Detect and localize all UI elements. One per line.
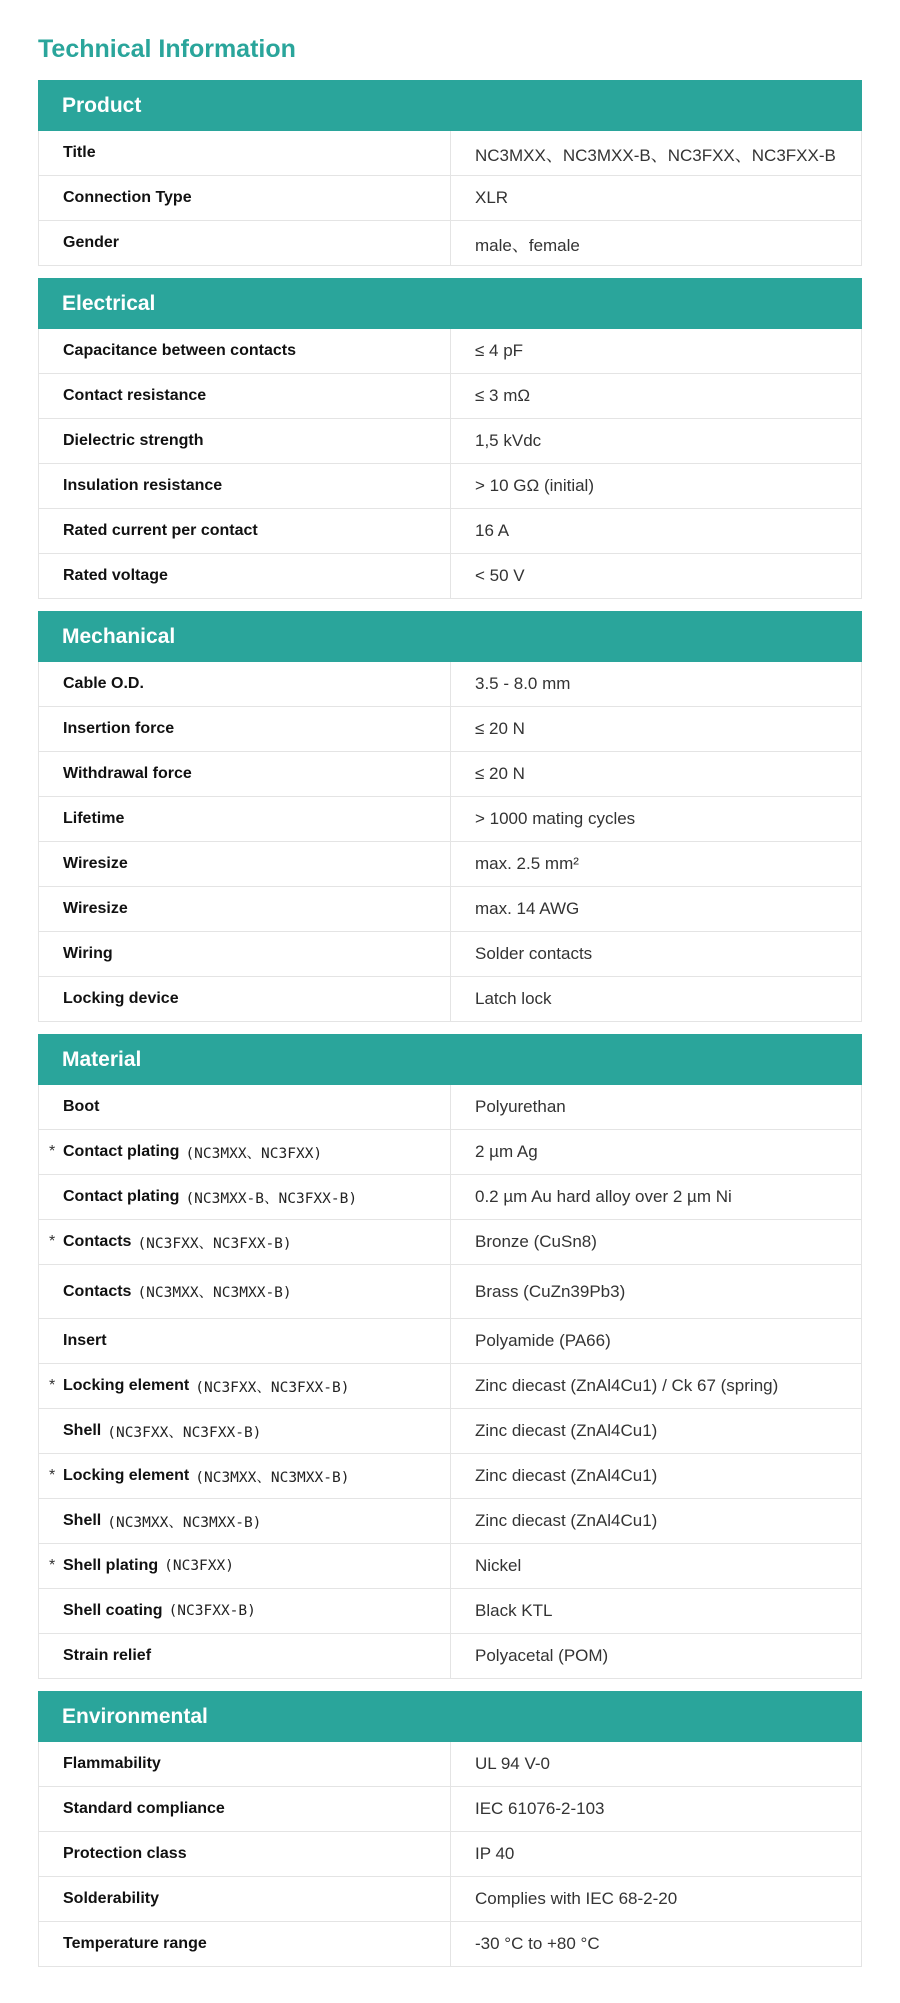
table-row xyxy=(38,1787,862,1832)
table-row xyxy=(38,842,862,887)
section-header: Mechanical xyxy=(38,611,862,662)
section-header: Material xyxy=(38,1034,862,1085)
table-row xyxy=(38,932,862,977)
table-row xyxy=(38,1364,862,1409)
table-row xyxy=(38,1634,862,1679)
variant-note: (NC3MXX、NC3MXX-B) xyxy=(137,1285,292,1301)
row-label: Rated current per contact xyxy=(39,509,451,553)
row-label: Contact resistance xyxy=(39,374,451,418)
table-row xyxy=(38,887,862,932)
variant-note: (NC3MXX、NC3MXX-B) xyxy=(195,1469,350,1486)
row-value: Zinc diecast (ZnAl4Cu1) / Ck 67 (spring) xyxy=(475,1376,779,1395)
variant-note: (NC3MXX-B、NC3FXX-B) xyxy=(185,1190,358,1207)
row-value: Latch lock xyxy=(475,989,552,1008)
row-value: Zinc diecast (ZnAl4Cu1) xyxy=(475,1466,658,1485)
row-label: Withdrawal force xyxy=(39,752,451,796)
row-label: Lifetime xyxy=(39,797,451,841)
row-value: Black KTL xyxy=(475,1601,553,1620)
table-row xyxy=(38,977,862,1022)
row-label: * Contact plating (NC3MXX、NC3FXX) xyxy=(39,1130,451,1174)
table-row xyxy=(38,554,862,599)
row-value: 1,5 kVdc xyxy=(475,431,542,450)
variant-note: (NC3MXX、NC3FXX) xyxy=(185,1145,323,1162)
row-value: XLR xyxy=(475,188,509,207)
row-label: Locking device xyxy=(39,977,451,1021)
table-row xyxy=(38,419,862,464)
row-label: Wiring xyxy=(39,932,451,976)
variant-note: (NC3FXX、NC3FXX-B) xyxy=(107,1424,262,1441)
row-value: max. 2.5 mm² xyxy=(475,854,579,873)
row-value: > 1000 mating cycles xyxy=(475,809,636,828)
section-product xyxy=(38,80,862,266)
table-row xyxy=(38,1922,862,1967)
row-label: Title xyxy=(39,131,451,175)
row-value: IEC 61076-2-103 xyxy=(475,1799,605,1818)
asterisk-marker: * xyxy=(49,1557,56,1574)
row-value: UL 94 V-0 xyxy=(475,1754,550,1773)
row-label: Insert xyxy=(39,1319,451,1363)
row-value: Solder contacts xyxy=(475,944,593,963)
variant-note: (NC3MXX、NC3MXX-B) xyxy=(107,1514,262,1531)
row-value: Polyurethan xyxy=(475,1097,566,1116)
variant-note: (NC3FXX) xyxy=(164,1558,234,1574)
table-row xyxy=(38,752,862,797)
row-label: * Shell plating (NC3FXX) xyxy=(39,1544,451,1588)
row-label: Rated voltage xyxy=(39,554,451,598)
page-title: Technical Information xyxy=(38,35,296,63)
table-row xyxy=(38,329,862,374)
row-value: ≤ 4 pF xyxy=(475,341,524,360)
row-value: Complies with IEC 68-2-20 xyxy=(475,1889,678,1908)
row-value: Zinc diecast (ZnAl4Cu1) xyxy=(475,1511,658,1530)
row-value: NC3MXX、NC3MXX-B、NC3FXX、NC3FXX-B xyxy=(475,145,836,165)
table-row xyxy=(38,1085,862,1130)
section-header: Environmental xyxy=(38,1691,862,1742)
table-row xyxy=(38,1130,862,1175)
row-value: 16 A xyxy=(475,521,510,540)
row-label: Capacitance between contacts xyxy=(39,329,451,373)
table-row xyxy=(38,374,862,419)
row-label: Standard compliance xyxy=(39,1787,451,1831)
row-value: > 10 GΩ (initial) xyxy=(475,476,594,495)
table-row xyxy=(38,662,862,707)
section-header: Electrical xyxy=(38,278,862,329)
table-row xyxy=(38,1319,862,1364)
table-row xyxy=(38,707,862,752)
asterisk-marker: * xyxy=(49,1377,56,1394)
table-row xyxy=(38,1499,862,1544)
row-value: 2 µm Ag xyxy=(475,1142,538,1161)
row-value: Polyacetal (POM) xyxy=(475,1646,609,1665)
row-value: ≤ 20 N xyxy=(475,764,525,783)
asterisk-marker: * xyxy=(49,1233,56,1250)
section-mechanical xyxy=(38,611,862,1022)
row-label: Dielectric strength xyxy=(39,419,451,463)
row-value: < 50 V xyxy=(475,566,525,585)
row-value: 3.5 - 8.0 mm xyxy=(475,674,571,693)
row-label: Connection Type xyxy=(39,176,451,220)
table-row xyxy=(38,797,862,842)
asterisk-marker: * xyxy=(49,1143,56,1160)
row-value: Nickel xyxy=(475,1556,522,1575)
row-label: Solderability xyxy=(39,1877,451,1921)
row-value: IP 40 xyxy=(475,1844,515,1863)
table-row xyxy=(38,1832,862,1877)
row-value: -30 °C to +80 °C xyxy=(475,1934,600,1953)
row-value: ≤ 20 N xyxy=(475,719,525,738)
row-label: Contacts (NC3MXX、NC3MXX-B) xyxy=(39,1265,451,1318)
row-value: Bronze (CuSn8) xyxy=(475,1232,597,1251)
row-value: male、female xyxy=(475,235,580,255)
row-value: 0.2 µm Au hard alloy over 2 µm Ni xyxy=(475,1187,732,1206)
table-row xyxy=(38,1589,862,1634)
row-label: Temperature range xyxy=(39,1922,451,1966)
table-row xyxy=(38,1877,862,1922)
variant-note: (NC3FXX、NC3FXX-B) xyxy=(195,1379,350,1396)
section-environmental xyxy=(38,1691,862,1967)
row-value: ≤ 3 mΩ xyxy=(475,386,531,405)
section-electrical xyxy=(38,278,862,599)
row-label: Cable O.D. xyxy=(39,662,451,706)
row-label: Gender xyxy=(39,221,451,265)
table-row xyxy=(38,221,862,266)
variant-note: (NC3FXX、NC3FXX-B) xyxy=(137,1235,292,1252)
table-row xyxy=(38,1544,862,1589)
table-row xyxy=(38,1220,862,1265)
variant-note: (NC3FXX-B) xyxy=(168,1603,256,1619)
row-value: Zinc diecast (ZnAl4Cu1) xyxy=(475,1421,658,1440)
row-label: Flammability xyxy=(39,1742,451,1786)
table-row xyxy=(38,509,862,554)
table-row xyxy=(38,176,862,221)
row-label: Wiresize xyxy=(39,887,451,931)
row-label: Shell (NC3MXX、NC3MXX-B) xyxy=(39,1499,451,1543)
row-label: Contact plating (NC3MXX-B、NC3FXX-B) xyxy=(39,1175,451,1219)
table-row xyxy=(38,1175,862,1220)
section-material xyxy=(38,1034,862,1679)
row-value: max. 14 AWG xyxy=(475,899,580,918)
row-label: Wiresize xyxy=(39,842,451,886)
asterisk-marker: * xyxy=(49,1467,56,1484)
row-label: Shell coating (NC3FXX-B) xyxy=(39,1589,451,1633)
row-label: Protection class xyxy=(39,1832,451,1876)
row-label: Strain relief xyxy=(39,1634,451,1678)
table-row xyxy=(38,1454,862,1499)
row-label: * Contacts (NC3FXX、NC3FXX-B) xyxy=(39,1220,451,1264)
table-row xyxy=(38,1265,862,1319)
row-label: Boot xyxy=(39,1085,451,1129)
table-row xyxy=(38,1409,862,1454)
section-header: Product xyxy=(38,80,862,131)
row-value: Brass (CuZn39Pb3) xyxy=(475,1281,626,1301)
row-label: * Locking element (NC3MXX、NC3MXX-B) xyxy=(39,1454,451,1498)
row-label: Insulation resistance xyxy=(39,464,451,508)
row-value: Polyamide (PA66) xyxy=(475,1331,611,1350)
row-label: * Locking element (NC3FXX、NC3FXX-B) xyxy=(39,1364,451,1408)
row-label: Shell (NC3FXX、NC3FXX-B) xyxy=(39,1409,451,1453)
table-row xyxy=(38,464,862,509)
table-row xyxy=(38,131,862,176)
row-label: Insertion force xyxy=(39,707,451,751)
table-row xyxy=(38,1742,862,1787)
